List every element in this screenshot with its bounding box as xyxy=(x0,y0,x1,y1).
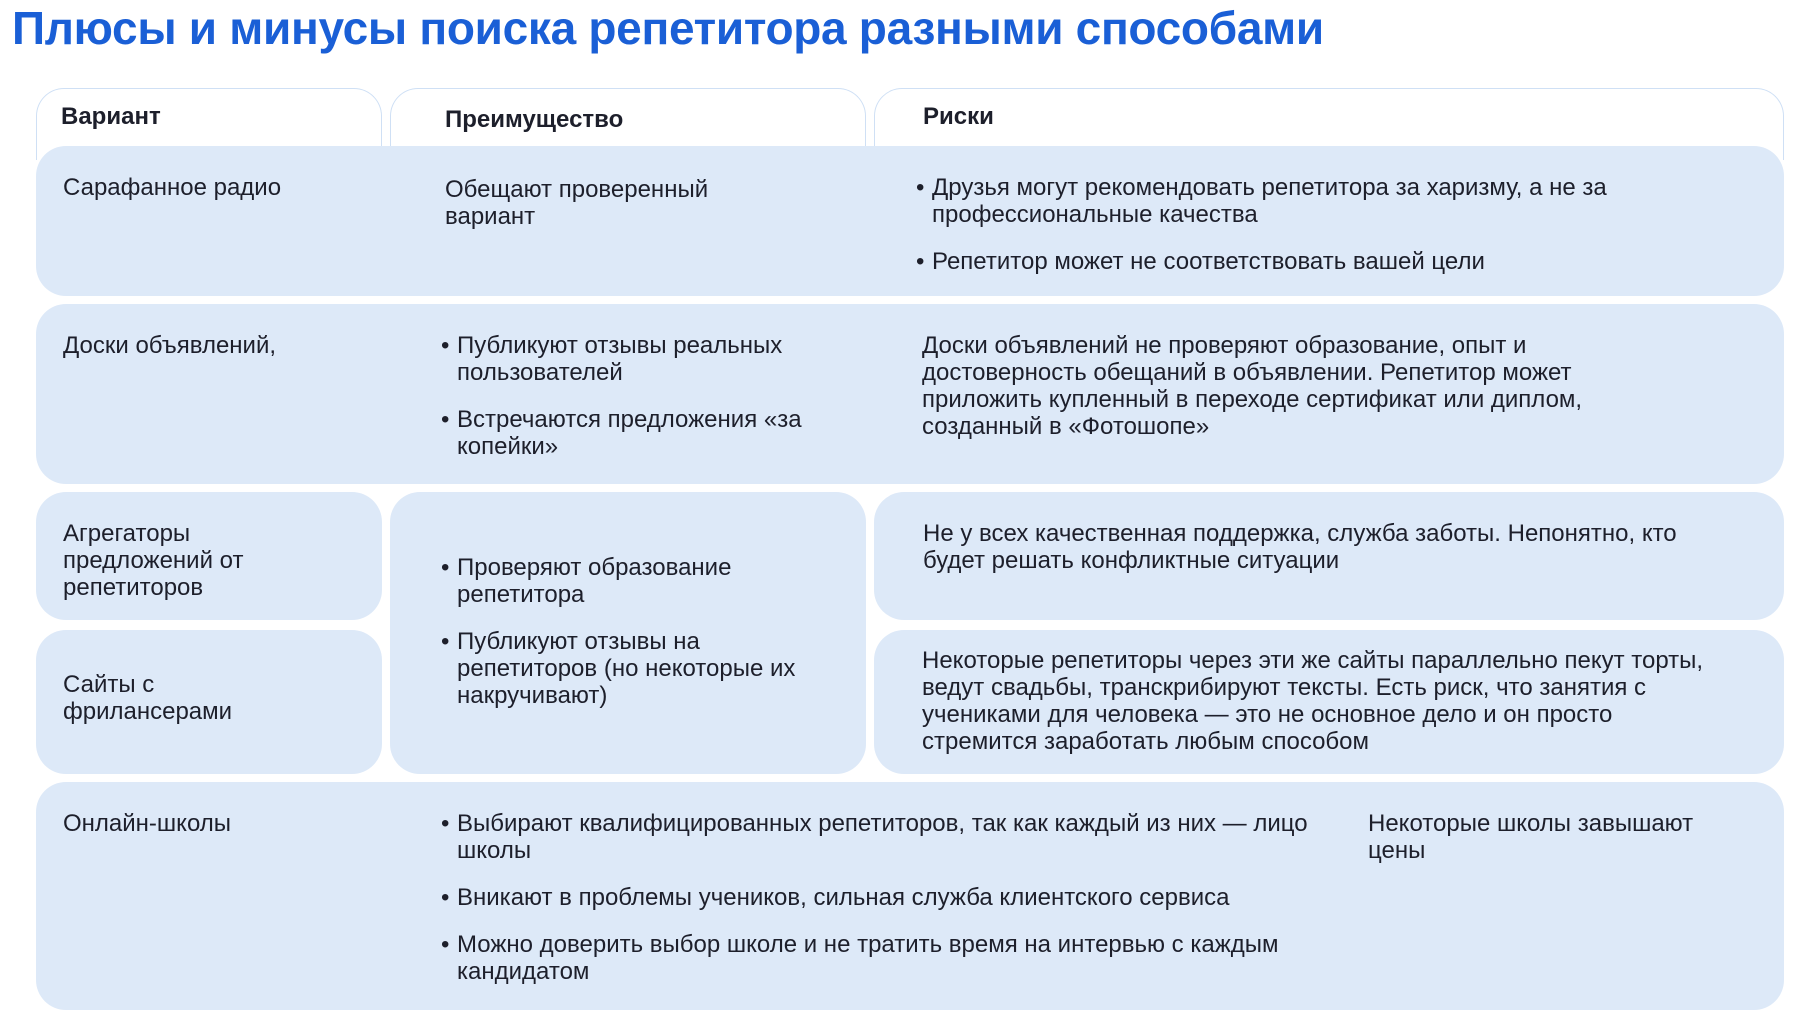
row-variant: Сайты с фрилансерами xyxy=(63,671,233,725)
row-variant: Агрегаторы предложений от репетиторов xyxy=(63,520,244,601)
row-advantage: Обещают проверенный вариант xyxy=(445,176,709,230)
shared-advantage xyxy=(441,554,821,709)
advantage-item: • Встречаются предложения «за копейки» xyxy=(441,406,821,460)
row-variant: Онлайн-школы xyxy=(63,810,232,837)
row-risks xyxy=(916,174,1616,275)
advantage-item: • Выбирают квалифицированных репетиторов, так как каждый из них — лицо школы xyxy=(441,810,1321,864)
row-advantage xyxy=(441,810,1321,985)
page-title: Плюсы и минусы поиска репетитора разными способами xyxy=(12,2,1324,54)
row-risks: Некоторые школы завышают цены xyxy=(1368,810,1694,864)
row-variant: Доски объявлений, xyxy=(63,332,277,359)
risk-item: • Репетитор может не соответствовать вашей цели xyxy=(916,248,1616,275)
row-risks: Не у всех качественная поддержка, служба заботы. Непонятно, кто будет решать конфликтные ситуации xyxy=(923,520,1677,574)
row-advantage xyxy=(441,332,821,460)
header-risks-label: Риски xyxy=(923,103,994,130)
row-variant: Сарафанное радио xyxy=(63,174,282,201)
risk-item: • Друзья могут рекомендовать репетитора за харизму, а не за профессиональные качества xyxy=(916,174,1616,228)
advantage-item: • Проверяют образование репетитора xyxy=(441,554,821,608)
header-advantage-label: Преимущество xyxy=(445,106,624,133)
header-variant-label: Вариант xyxy=(61,103,161,130)
row-risks: Доски объявлений не проверяют образование, опыт и достоверность обещаний в объявлении. Репетитор может приложить купленный в переходе сертификат или диплом, созданный в «Фотошопе» xyxy=(922,332,1583,440)
advantage-item: • Вникают в проблемы учеников, сильная служба клиентского сервиса xyxy=(441,884,1321,911)
row-risks: Некоторые репетиторы через эти же сайты параллельно пекут торты, ведут свадьбы, транскрибируют тексты. Есть риск, что занятия с учениками для человека — это не основное дело и он просто стремится заработать любым способом xyxy=(922,647,1704,755)
advantage-item: • Можно доверить выбор школе и не тратить время на интервью с каждым кандидатом xyxy=(441,931,1321,985)
advantage-item: • Публикуют отзывы на репетиторов (но некоторые их накручивают) xyxy=(441,628,821,709)
advantage-item: • Публикуют отзывы реальных пользователей xyxy=(441,332,821,386)
